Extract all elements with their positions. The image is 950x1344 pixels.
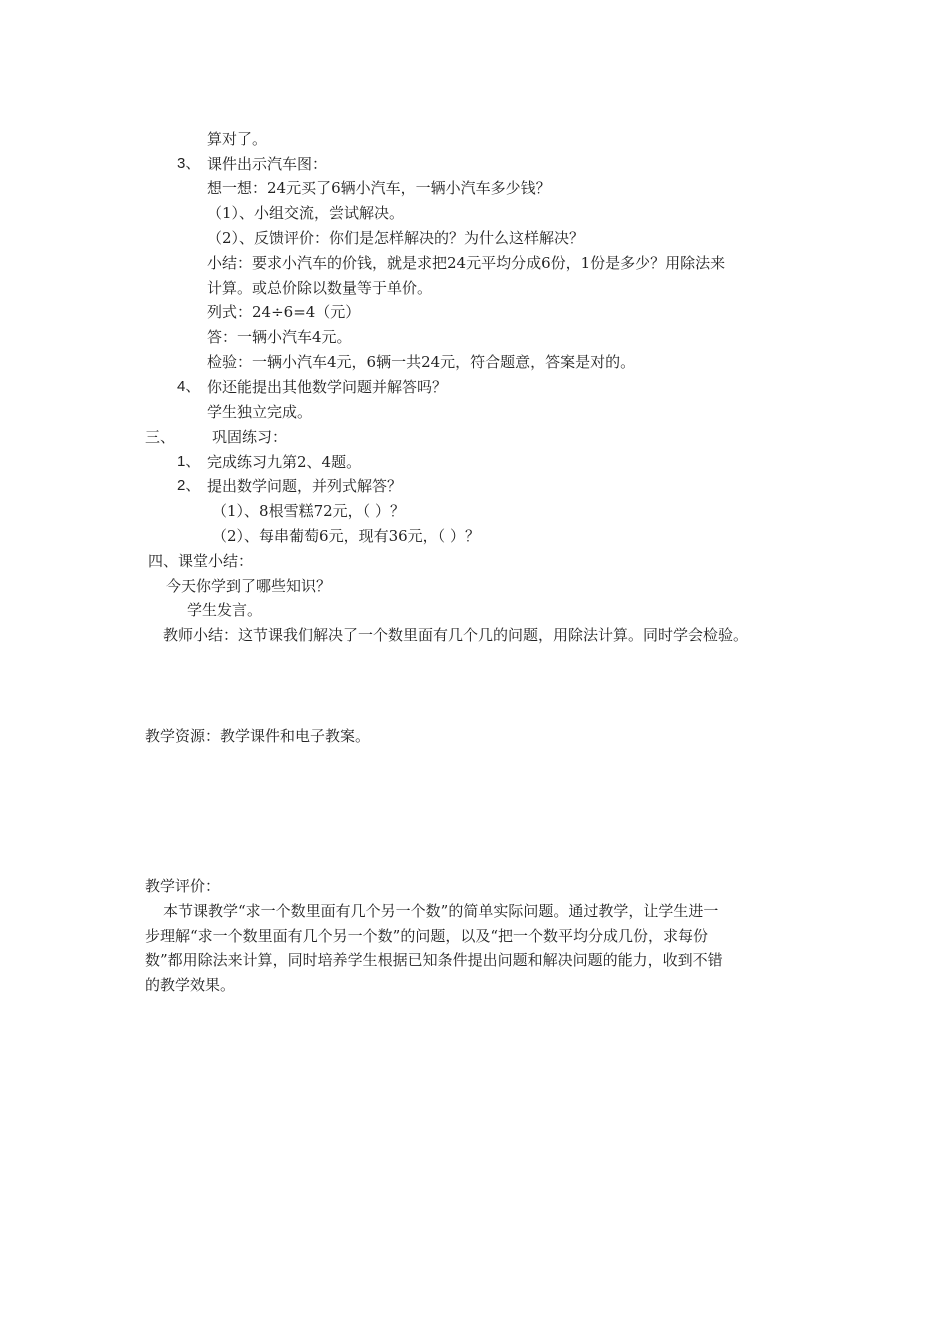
text-line: 列式：24÷6=4（元） <box>207 303 361 321</box>
section-heading: 教学评价： <box>145 877 221 895</box>
list-number: 4、 <box>177 378 201 395</box>
list-number: 3、 <box>177 155 201 172</box>
text-line: 课件出示汽车图： <box>207 155 328 173</box>
text-line: （1）、8根雪糕72元，（ ）？ <box>212 502 405 520</box>
text-line: 小结：要求小汽车的价钱，就是求把24元平均分成6份，1份是多少？用除法来 <box>207 254 726 272</box>
section-heading: 四、课堂小结： <box>148 552 254 570</box>
text-line: 你还能提出其他数学问题并解答吗？ <box>207 378 448 396</box>
text-line: 检验：一辆小汽车4元，6辆一共24元，符合题意，答案是对的。 <box>207 353 636 371</box>
section-number: 三、 <box>145 428 176 446</box>
text-line: 完成练习九第2、4题。 <box>207 453 362 471</box>
text-line: 想一想：24元买了6辆小汽车，一辆小汽车多少钱？ <box>207 179 551 197</box>
text-line: 步理解“求一个数里面有几个另一个数”的问题，以及“把一个数平均分成几份，求每份 <box>145 927 709 945</box>
text-line: 计算。或总价除以数量等于单价。 <box>207 279 433 297</box>
text-line: 教学资源：教学课件和电子教案。 <box>145 727 371 745</box>
text-line: 学生发言。 <box>187 601 263 619</box>
text-line: 提出数学问题，并列式解答？ <box>207 477 403 495</box>
text-line: 答：一辆小汽车4元。 <box>207 328 352 346</box>
list-number: 1、 <box>177 453 201 470</box>
text-line: （2）、每串葡萄6元，现有36元，（ ）？ <box>212 527 480 545</box>
text-line: 算对了。 <box>207 130 268 148</box>
text-line: 教师小结：这节课我们解决了一个数里面有几个几的问题，用除法计算。同时学会检验。 <box>163 626 749 644</box>
text-line: 数”都用除法来计算，同时培养学生根据已知条件提出问题和解决问题的能力，收到不错 <box>145 951 723 969</box>
text-line: （1）、小组交流，尝试解决。 <box>207 204 405 222</box>
text-line: 的教学效果。 <box>145 976 236 994</box>
text-line: 学生独立完成。 <box>207 403 313 421</box>
section-heading: 巩固练习： <box>212 428 288 446</box>
text-line: （2）、反馈评价：你们是怎样解决的？为什么这样解决？ <box>207 229 585 247</box>
text-line: 本节课教学“求一个数里面有几个另一个数”的简单实际问题。通过教学，让学生进一 <box>163 902 719 920</box>
text-line: 今天你学到了哪些知识？ <box>166 577 332 595</box>
list-number: 2、 <box>177 477 201 494</box>
